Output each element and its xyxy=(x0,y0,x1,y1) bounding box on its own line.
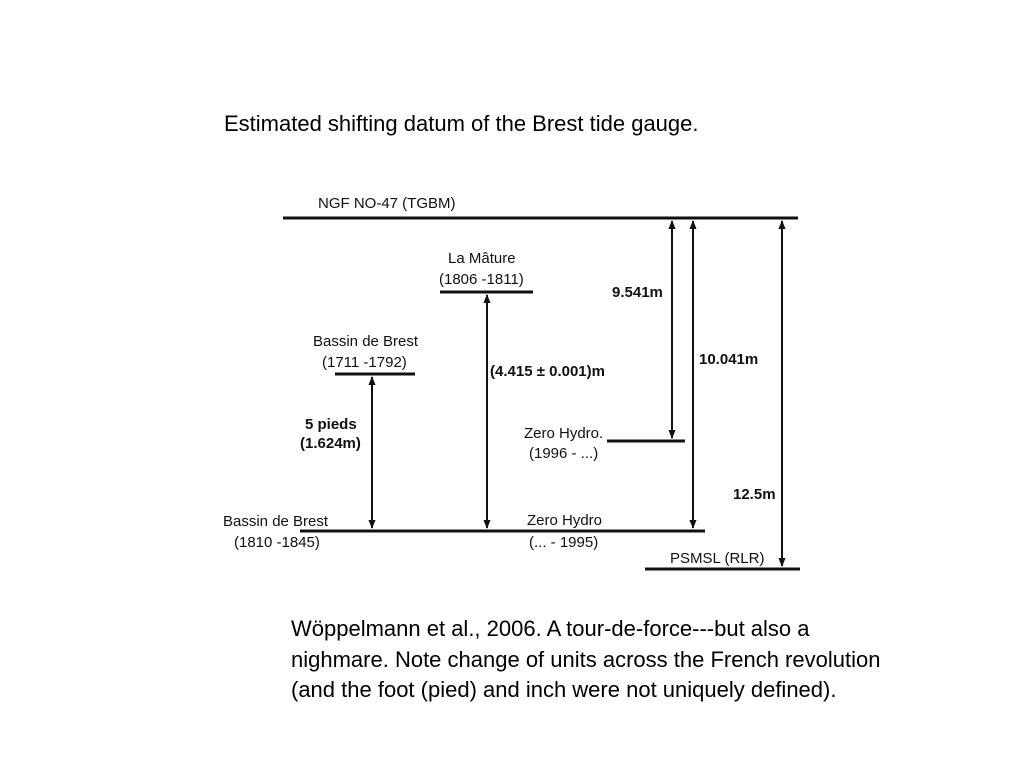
la-mature-years-label: (1806 -1811) xyxy=(439,271,524,288)
pieds-metres-label: (1.624m) xyxy=(300,435,361,452)
bassin-top-years-label: (1711 -1792) xyxy=(322,354,407,371)
metres-4415-label: (4.415 ± 0.001)m xyxy=(490,363,605,380)
bassin-bottom-years-label: (1810 -1845) xyxy=(234,534,320,551)
metres-9541-label: 9.541m xyxy=(612,284,663,301)
metres-10041-label: 10.041m xyxy=(699,351,759,368)
ngf-label: NGF NO-47 (TGBM) xyxy=(318,195,456,212)
psmsl-label: PSMSL (RLR) xyxy=(670,550,765,567)
la-mature-label: La Mâture xyxy=(448,250,516,267)
slide-title: Estimated shifting datum of the Brest tide gauge. xyxy=(224,111,699,136)
bassin-bottom-label: Bassin de Brest xyxy=(223,513,329,530)
zero-hydro-lower-label: Zero Hydro xyxy=(527,512,603,529)
caption-text: Wöppelmann et al., 2006. A tour-de-force---but also a nighmare. Note change of units across the French revolution (and the foot (pied) and inch were not uniquely defined). xyxy=(291,616,881,702)
metres-12-5-label: 12.5m xyxy=(733,486,776,503)
bassin-top-label: Bassin de Brest xyxy=(313,333,419,350)
zero-hydro-upper-years-label: (1996 - ...) xyxy=(529,445,599,462)
zero-hydro-upper-label: Zero Hydro. xyxy=(524,425,604,442)
pieds-label: 5 pieds xyxy=(305,416,357,433)
zero-hydro-lower-years-label: (... - 1995) xyxy=(529,534,599,551)
